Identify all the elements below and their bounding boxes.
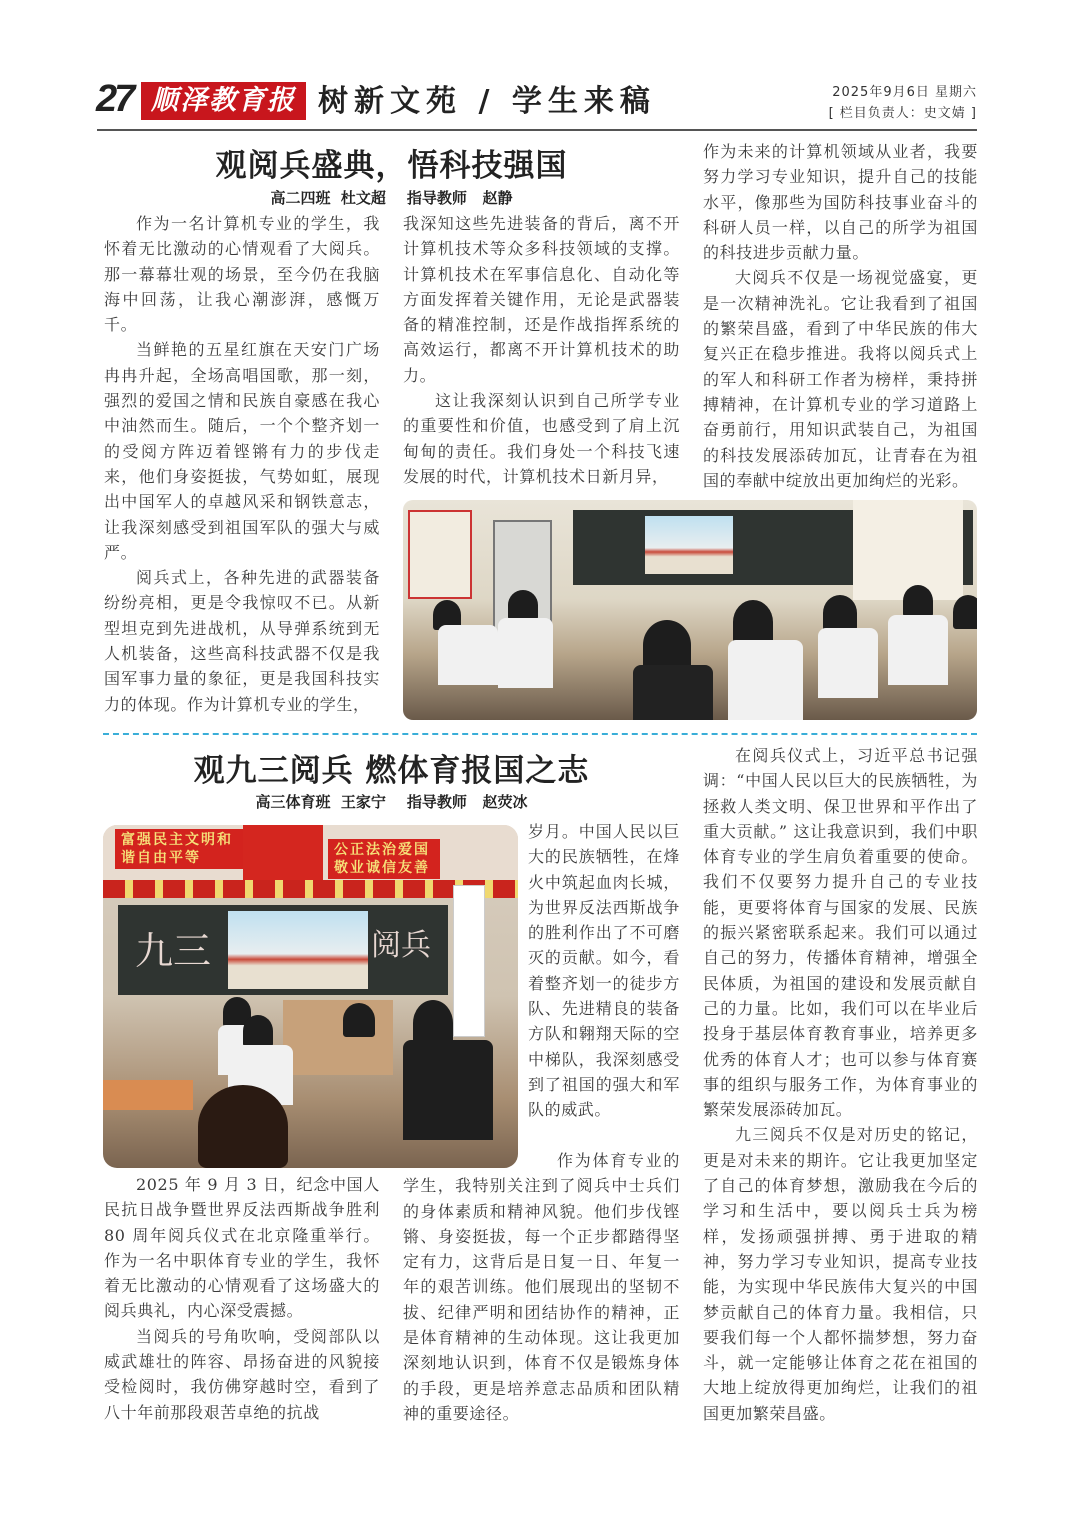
paragraph: 作为一名计算机专业的学生，我怀着无比激动的心情观看了大阅兵。那一幕幕壮观的场景，至今仍在我脑海中回荡，让我心潮澎湃，感慨万千。 xyxy=(104,214,380,335)
dateline xyxy=(829,82,977,124)
paragraph: 作为未来的计算机领域从业者，我要努力学习专业知识，提升自己的技能水平，像那些为国防科技事业奋斗的科研人员一样，以自己的所学为祖国的科技进步贡献力量。 xyxy=(703,142,978,263)
article1-column3 xyxy=(703,139,978,493)
article2-column3 xyxy=(703,743,978,1426)
paragraph: 大阅兵不仅是一场视觉盛宴，更是一次精神洗礼。它让我看到了祖国的繁荣昌盛，看到了中华民族的伟大复兴正在稳步推进。我将以阅兵式上的军人和科研工作者为榜样，秉持拼搏精神，在计算机专业的学习道路上奋勇前行，用知识武装自己，为祖国的科技发展添砖加瓦，让青春在为祖国的奉献中绽放出更加绚烂的光彩。 xyxy=(703,268,978,490)
paragraph: 九三阅兵不仅是对历史的铭记，更是对未来的期许。它让我更加坚定了自己的体育梦想，激励我在今后的学习和生活中，要以阅兵士兵为榜样，发扬顽强拼搏、勇于进取的精神，努力学习专业知识，提高专业技能，为实现中华民族伟大复兴的中国梦贡献自己的体育力量。我相信，只要我们每一个人都怀揣梦想，努力奋斗，就一定能够让体育之花在祖国的大地上绽放得更加绚烂，让我们的祖国更加繁荣昌盛。 xyxy=(703,1125,978,1423)
column-editor: [ 栏目负责人：史文婧 ] xyxy=(828,106,977,121)
article1-byline: 高二四班 杜文超 指导教师 赵静 xyxy=(270,189,513,207)
banner-right: 公正法治爱国敬业诚信友善 xyxy=(328,839,440,879)
article2-column2 xyxy=(403,1148,680,1426)
paragraph: 阅兵式上，各种先进的武器装备纷纷亮相，更是令我惊叹不已。从新型坦克到先进战机，从导弹系统到无人机装备，这些高科技武器不仅是我国军事力量的象征，更是我国科技实力的体现。作为计算机专业的学生， xyxy=(104,568,380,714)
classroom-photo-1 xyxy=(403,500,977,720)
page-number: 27 xyxy=(96,78,133,120)
article2-byline: 高三体育班 王家宁 指导教师 赵荧冰 xyxy=(255,793,528,811)
article2-column2-narrow xyxy=(528,819,680,1123)
article2-column1 xyxy=(104,1172,380,1425)
article1-title: 观阅兵盛典，悟科技强国 xyxy=(215,148,568,184)
blackboard-text-right: 阅兵 xyxy=(371,928,431,963)
article-divider xyxy=(103,733,977,735)
article1-column2 xyxy=(403,211,680,489)
newspaper-masthead: 顺泽教育报 xyxy=(141,82,306,120)
paragraph: 在阅兵仪式上，习近平总书记强调：“中国人民以巨大的民族牺牲，为拯救人类文明、保卫世界和平作出了重大贡献。” 这让我意识到，我们中职体育专业的学生肩负着重要的使命。我们不仅要努力提升自己的专业技能，更要将体育与国家的发展、民族的振兴紧密联系起来。我们可以通过自己的努力，传播体育精神，增强全民体质，为祖国的建设和发展贡献自己的力量。比如，我们可以在毕业后投身于基层体育教育事业，培养更多优秀的体育人才；也可以参与体育赛事的组织与服务工作，为体育事业的繁荣发展添砖加瓦。 xyxy=(703,746,978,1120)
issue-date: 2025年9月6日 星期六 xyxy=(832,85,977,100)
paragraph: 当鲜艳的五星红旗在天安门广场冉冉升起，全场高唱国歌，那一刻，强烈的爱国之情和民族自豪感在我心中油然而生。随后，一个个整齐划一的受阅方阵迈着铿锵有力的步伐走来，他们身姿挺拔，气势如虹，展现出中国军人的卓越风采和钢铁意志，让我深刻感受到祖国军队的强大与威严。 xyxy=(104,340,380,562)
paragraph: 岁月。中国人民以巨大的民族牺牲，在烽火中筑起血肉长城，为世界反法西斯战争的胜利作出了不可磨灭的贡献。如今，看着整齐划一的徒步方队、先进精良的装备方队和翱翔天际的空中梯队，我深刻感受到了祖国的强大和军队的威武。 xyxy=(528,822,680,1120)
paragraph: 2025 年 9 月 3 日，纪念中国人民抗日战争暨世界反法西斯战争胜利 80 周年阅兵仪式在北京隆重举行。作为一名中职体育专业的学生，我怀着无比激动的心情观看了这场盛大的阅兵典礼，内心深受震撼。 xyxy=(104,1175,380,1321)
article1-column1 xyxy=(104,211,380,717)
paragraph: 作为体育专业的学生，我特别关注到了阅兵中士兵们的身体素质和精神风貌。他们步伐铿锵、身姿挺拔，每一个正步都踏得坚定有力，这背后是日复一日、年复一年的艰苦训练。他们展现出的坚韧不拔、纪律严明和团结协作的精神，正是体育精神的生动体现。这让我更加深刻地认识到，体育不仅是锻炼身体的手段，更是培养意志品质和团队精神的重要途径。 xyxy=(403,1151,680,1423)
article2-title: 观九三阅兵 燃体育报国之志 xyxy=(193,753,590,789)
column-title: 树新文苑 / 学生来稿 xyxy=(318,84,656,119)
banner-left: 富强民主文明和谐自由平等 xyxy=(115,829,247,869)
paragraph: 当阅兵的号角吹响，受阅部队以威武雄壮的阵容、昂扬奋进的风貌接受检阅时，我仿佛穿越时空，看到了八十年前那段艰苦卓绝的抗战 xyxy=(104,1326,380,1422)
paragraph: 这让我深刻认识到自己所学专业的重要性和价值，也感受到了肩上沉甸甸的责任。我们身处一个科技飞速发展的时代，计算机技术日新月异， xyxy=(403,391,680,486)
blackboard-text-left: 九三 xyxy=(135,929,212,973)
classroom-photo-2 xyxy=(103,825,518,1168)
paragraph: 我深知这些先进装备的背后，离不开计算机技术等众多科技领域的支撑。计算机技术在军事信息化、自动化等方面发挥着关键作用，无论是武器装备的精准控制，还是作战指挥系统的高效运行，都离不开计算机技术的助力。 xyxy=(403,214,680,385)
header-divider xyxy=(97,129,977,131)
